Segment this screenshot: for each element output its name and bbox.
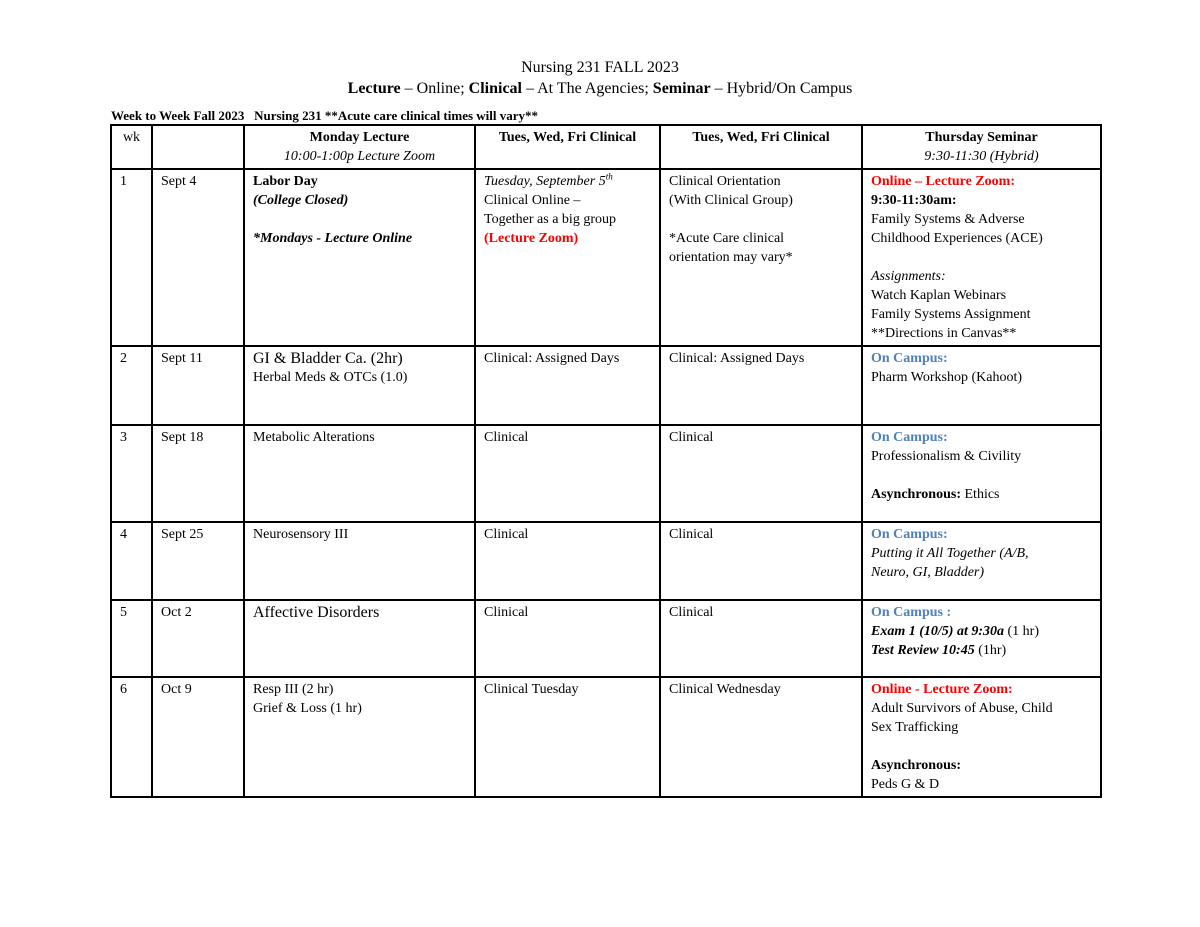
wk-cell: 3 bbox=[111, 425, 152, 522]
table-header-row bbox=[111, 125, 1101, 169]
clinical-cell-2: Clinical bbox=[660, 425, 862, 522]
clinical-line: Clinical Online – bbox=[484, 193, 581, 208]
seminar-line bbox=[871, 485, 1092, 504]
clinical-cell-1: Clinical bbox=[475, 600, 660, 677]
monday-cell bbox=[244, 169, 475, 346]
page-title: Nursing 231 FALL 2023 bbox=[521, 59, 679, 76]
schedule-note: Week to Week Fall 2023 Nursing 231 **Acute care clinical times will vary** bbox=[111, 108, 539, 123]
schedule-table bbox=[110, 124, 1102, 798]
monday-cell bbox=[244, 600, 475, 677]
column-header-thursday bbox=[862, 125, 1101, 169]
seminar-mode: On Campus: bbox=[871, 430, 948, 445]
date-cell: Sept 18 bbox=[152, 425, 244, 522]
clinical-cell-2: Clinical Wednesday bbox=[660, 677, 862, 797]
wk-cell: 2 bbox=[111, 346, 152, 425]
test-review-label: Test Review 10:45 bbox=[871, 643, 975, 658]
clinical-cell-1: Clinical Tuesday bbox=[475, 677, 660, 797]
table-row bbox=[111, 677, 1101, 797]
monday-line: Affective Disorders bbox=[253, 604, 380, 621]
clinical-line: Clinical Orientation bbox=[669, 174, 781, 189]
clinical-line bbox=[484, 172, 651, 191]
seminar-line bbox=[871, 622, 1092, 641]
seminar-line: **Directions in Canvas** bbox=[871, 326, 1017, 341]
spacer bbox=[871, 248, 1092, 267]
date-cell: Sept 11 bbox=[152, 346, 244, 425]
thursday-cell bbox=[862, 169, 1101, 346]
seminar-line: Family Systems & Adverse bbox=[871, 212, 1025, 227]
spacer bbox=[871, 466, 1092, 485]
date-cell: Sept 25 bbox=[152, 522, 244, 600]
monday-cell bbox=[244, 677, 475, 797]
thursday-header-label: Thursday Seminar bbox=[925, 130, 1038, 145]
clinical-cell-2: Clinical: Assigned Days bbox=[660, 346, 862, 425]
asynchronous-label: Asynchronous: bbox=[871, 487, 961, 502]
thursday-cell bbox=[862, 522, 1101, 600]
thursday-cell bbox=[862, 425, 1101, 522]
column-header-date bbox=[152, 125, 244, 169]
column-header-clinical-1 bbox=[475, 125, 660, 169]
monday-header-label: Monday Lecture bbox=[309, 130, 410, 145]
monday-line: Labor Day bbox=[253, 174, 318, 189]
table-row bbox=[111, 169, 1101, 346]
seminar-line: Childhood Experiences (ACE) bbox=[871, 231, 1043, 246]
monday-cell bbox=[244, 346, 475, 425]
clinical-header-label-1: Tues, Wed, Fri Clinical bbox=[498, 130, 637, 145]
monday-line: Herbal Meds & OTCs (1.0) bbox=[253, 370, 408, 385]
wk-cell: 6 bbox=[111, 677, 152, 797]
thursday-cell bbox=[862, 346, 1101, 425]
clinical-line: (With Clinical Group) bbox=[669, 193, 793, 208]
clinical-line: Together as a big group bbox=[484, 212, 616, 227]
seminar-line: Professionalism & Civility bbox=[871, 449, 1022, 464]
thursday-cell bbox=[862, 677, 1101, 797]
exam-label: Exam 1 (10/5) at 9:30a bbox=[871, 624, 1004, 639]
seminar-mode: On Campus: bbox=[871, 351, 948, 366]
seminar-line: Family Systems Assignment bbox=[871, 307, 1031, 322]
monday-header-time: 10:00-1:00p Lecture Zoom bbox=[283, 149, 436, 164]
spacer bbox=[669, 210, 853, 229]
page-subtitle bbox=[0, 78, 1200, 100]
seminar-line: Assignments: bbox=[871, 269, 946, 284]
monday-cell: Neurosensory III bbox=[244, 522, 475, 600]
seminar-mode: On Campus : bbox=[871, 605, 952, 620]
seminar-line: Pharm Workshop (Kahoot) bbox=[871, 370, 1023, 385]
spacer bbox=[871, 737, 1092, 756]
clinical-line: orientation may vary* bbox=[669, 250, 793, 265]
clinical-cell-2: Clinical bbox=[660, 522, 862, 600]
table-row bbox=[111, 346, 1101, 425]
seminar-line: Putting it All Together (A/B, bbox=[871, 546, 1029, 561]
seminar-line: Peds G & D bbox=[871, 777, 940, 792]
monday-cell: Metabolic Alterations bbox=[244, 425, 475, 522]
clinical-cell-1: Clinical bbox=[475, 522, 660, 600]
seminar-line: 9:30-11:30am: bbox=[871, 193, 957, 208]
table-row bbox=[111, 425, 1101, 522]
wk-cell: 5 bbox=[111, 600, 152, 677]
lecture-label: Lecture bbox=[347, 80, 401, 97]
clinical-cell-1: Clinical: Assigned Days bbox=[475, 346, 660, 425]
clinical-cell-2: Clinical bbox=[660, 600, 862, 677]
seminar-line: Neuro, GI, Bladder) bbox=[871, 565, 985, 580]
column-header-wk: wk bbox=[111, 125, 152, 169]
monday-line: Resp III (2 hr) bbox=[253, 682, 334, 697]
spacer bbox=[253, 210, 466, 229]
monday-line: GI & Bladder Ca. (2hr) bbox=[253, 350, 403, 367]
test-review-duration: (1hr) bbox=[974, 643, 1007, 658]
seminar-line: Watch Kaplan Webinars bbox=[871, 288, 1007, 303]
clinical-cell-1 bbox=[475, 169, 660, 346]
monday-line: (College Closed) bbox=[253, 193, 349, 208]
clinical-date-text: Tuesday, September 5 bbox=[484, 174, 606, 189]
seminar-line bbox=[871, 641, 1092, 660]
column-header-clinical-2 bbox=[660, 125, 862, 169]
ordinal-suffix: th bbox=[605, 171, 613, 182]
seminar-mode: Online – Lecture Zoom: bbox=[871, 174, 1016, 189]
column-header-monday bbox=[244, 125, 475, 169]
thursday-cell bbox=[862, 600, 1101, 677]
seminar-label: Seminar bbox=[652, 80, 711, 97]
clinical-header-label-2: Tues, Wed, Fri Clinical bbox=[692, 130, 830, 145]
exam-duration: (1 hr) bbox=[1004, 624, 1039, 639]
clinical-cell-2 bbox=[660, 169, 862, 346]
clinical-line: *Acute Care clinical bbox=[669, 231, 785, 246]
date-cell: Oct 2 bbox=[152, 600, 244, 677]
monday-line: Grief & Loss (1 hr) bbox=[253, 701, 362, 716]
thursday-header-time: 9:30-11:30 (Hybrid) bbox=[924, 149, 1039, 164]
lecture-text: – Online; bbox=[400, 80, 469, 97]
table-row bbox=[111, 522, 1101, 600]
clinical-cell-1: Clinical bbox=[475, 425, 660, 522]
monday-line: *Mondays - Lecture Online bbox=[253, 231, 413, 246]
seminar-line: Asynchronous: bbox=[871, 758, 961, 773]
date-cell: Oct 9 bbox=[152, 677, 244, 797]
seminar-mode: On Campus: bbox=[871, 527, 948, 542]
seminar-text: – Hybrid/On Campus bbox=[710, 80, 853, 97]
table-row bbox=[111, 600, 1101, 677]
asynchronous-topic: Ethics bbox=[961, 487, 1000, 502]
wk-cell: 1 bbox=[111, 169, 152, 346]
date-cell: Sept 4 bbox=[152, 169, 244, 346]
seminar-line: Sex Trafficking bbox=[871, 720, 959, 735]
clinical-line: (Lecture Zoom) bbox=[484, 231, 579, 246]
seminar-line: Adult Survivors of Abuse, Child bbox=[871, 701, 1053, 716]
wk-cell: 4 bbox=[111, 522, 152, 600]
seminar-mode: Online - Lecture Zoom: bbox=[871, 682, 1013, 697]
clinical-text: – At The Agencies; bbox=[522, 80, 653, 97]
clinical-label: Clinical bbox=[468, 80, 522, 97]
